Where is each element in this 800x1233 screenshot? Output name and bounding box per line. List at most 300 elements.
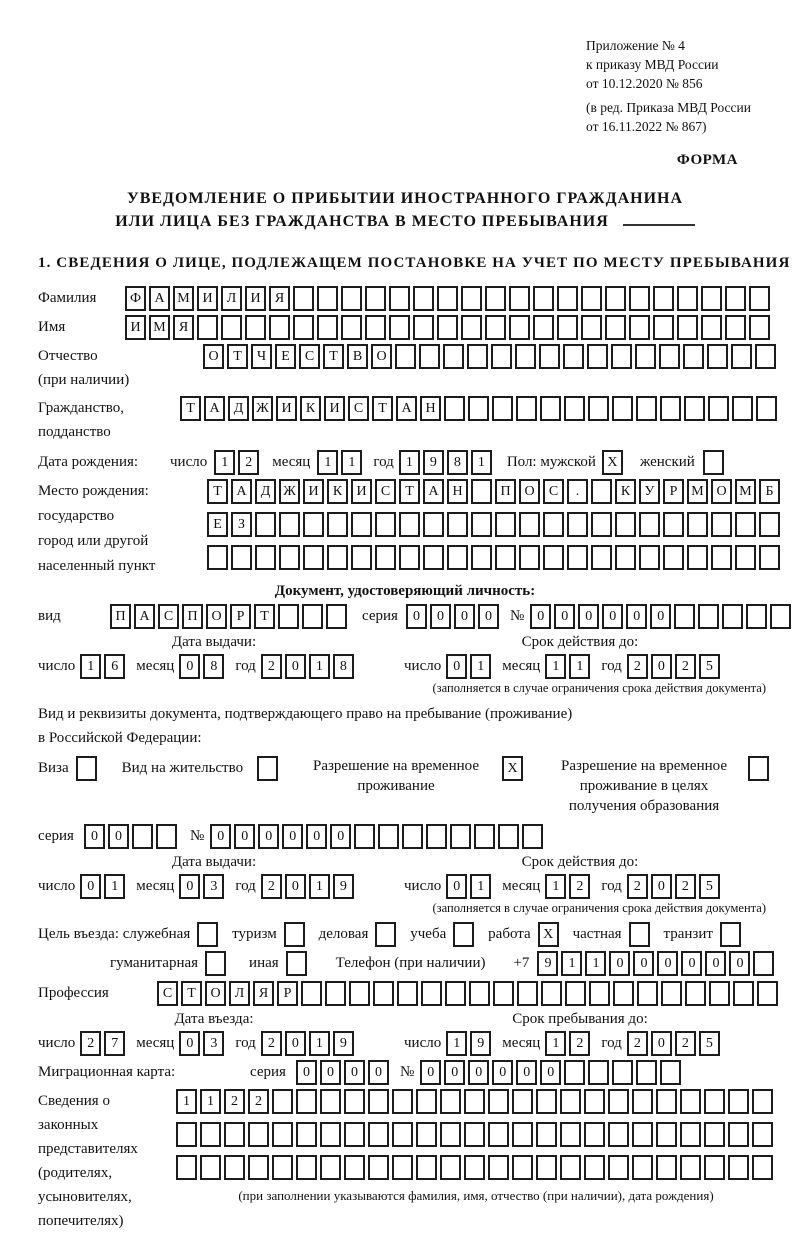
- char-cell[interactable]: [608, 1089, 629, 1114]
- char-cell[interactable]: [707, 344, 728, 369]
- char-cell[interactable]: 2: [627, 654, 648, 679]
- char-cell[interactable]: З: [231, 512, 252, 537]
- char-cell[interactable]: 0: [282, 824, 303, 849]
- char-cell[interactable]: Т: [181, 981, 202, 1006]
- char-cell[interactable]: [708, 396, 729, 421]
- char-cell[interactable]: 0: [80, 874, 101, 899]
- char-cell[interactable]: [440, 1155, 461, 1180]
- char-cell[interactable]: [677, 286, 698, 311]
- char-cell[interactable]: П: [182, 604, 203, 629]
- char-cell[interactable]: [495, 545, 516, 570]
- char-cell[interactable]: А: [149, 286, 170, 311]
- char-cell[interactable]: [752, 1089, 773, 1114]
- char-cell[interactable]: 8: [333, 654, 354, 679]
- char-cell[interactable]: [419, 344, 440, 369]
- char-cell[interactable]: 0: [657, 951, 678, 976]
- char-cell[interactable]: [437, 286, 458, 311]
- char-cell[interactable]: [301, 981, 322, 1006]
- char-cell[interactable]: [197, 922, 218, 947]
- char-cell[interactable]: [392, 1122, 413, 1147]
- char-cell[interactable]: [399, 545, 420, 570]
- char-cell[interactable]: [749, 286, 770, 311]
- char-cell[interactable]: [397, 981, 418, 1006]
- char-cell[interactable]: [512, 1122, 533, 1147]
- char-cell[interactable]: И: [197, 286, 218, 311]
- char-cell[interactable]: С: [157, 981, 178, 1006]
- char-cell[interactable]: [326, 604, 347, 629]
- char-cell[interactable]: 0: [705, 951, 726, 976]
- char-cell[interactable]: Ф: [125, 286, 146, 311]
- char-cell[interactable]: [132, 824, 153, 849]
- char-cell[interactable]: X: [538, 922, 559, 947]
- char-cell[interactable]: [587, 344, 608, 369]
- char-cell[interactable]: 1: [214, 450, 235, 475]
- char-cell[interactable]: [495, 512, 516, 537]
- char-cell[interactable]: [200, 1155, 221, 1180]
- char-cell[interactable]: [629, 315, 650, 340]
- char-cell[interactable]: [303, 545, 324, 570]
- char-cell[interactable]: [589, 981, 610, 1006]
- char-cell[interactable]: И: [125, 315, 146, 340]
- char-cell[interactable]: 2: [224, 1089, 245, 1114]
- char-cell[interactable]: [541, 981, 562, 1006]
- char-cell[interactable]: [368, 1122, 389, 1147]
- char-cell[interactable]: Т: [227, 344, 248, 369]
- char-cell[interactable]: [557, 286, 578, 311]
- char-cell[interactable]: 0: [626, 604, 647, 629]
- char-cell[interactable]: [509, 286, 530, 311]
- char-cell[interactable]: 0: [320, 1060, 341, 1085]
- char-cell[interactable]: К: [615, 479, 636, 504]
- char-cell[interactable]: [709, 981, 730, 1006]
- char-cell[interactable]: [519, 545, 540, 570]
- char-cell[interactable]: [365, 315, 386, 340]
- char-cell[interactable]: [757, 981, 778, 1006]
- char-cell[interactable]: 2: [627, 874, 648, 899]
- char-cell[interactable]: X: [602, 450, 623, 475]
- char-cell[interactable]: [375, 512, 396, 537]
- char-cell[interactable]: 9: [333, 1031, 354, 1056]
- char-cell[interactable]: Т: [323, 344, 344, 369]
- char-cell[interactable]: 1: [470, 654, 491, 679]
- char-cell[interactable]: [375, 922, 396, 947]
- char-cell[interactable]: 1: [561, 951, 582, 976]
- char-cell[interactable]: [471, 545, 492, 570]
- char-cell[interactable]: 6: [104, 654, 125, 679]
- char-cell[interactable]: 5: [699, 874, 720, 899]
- char-cell[interactable]: [421, 981, 442, 1006]
- char-cell[interactable]: [728, 1122, 749, 1147]
- char-cell[interactable]: [637, 981, 658, 1006]
- char-cell[interactable]: [663, 512, 684, 537]
- char-cell[interactable]: [540, 396, 561, 421]
- char-cell[interactable]: [416, 1122, 437, 1147]
- char-cell[interactable]: [464, 1155, 485, 1180]
- char-cell[interactable]: [368, 1089, 389, 1114]
- char-cell[interactable]: [286, 951, 307, 976]
- char-cell[interactable]: [469, 981, 490, 1006]
- char-cell[interactable]: У: [639, 479, 660, 504]
- char-cell[interactable]: [224, 1122, 245, 1147]
- char-cell[interactable]: [493, 981, 514, 1006]
- char-cell[interactable]: 1: [585, 951, 606, 976]
- char-cell[interactable]: [272, 1089, 293, 1114]
- char-cell[interactable]: [317, 286, 338, 311]
- char-cell[interactable]: А: [396, 396, 417, 421]
- char-cell[interactable]: [632, 1089, 653, 1114]
- char-cell[interactable]: [327, 512, 348, 537]
- char-cell[interactable]: [661, 981, 682, 1006]
- char-cell[interactable]: [759, 545, 780, 570]
- char-cell[interactable]: [611, 344, 632, 369]
- char-cell[interactable]: А: [134, 604, 155, 629]
- char-cell[interactable]: [536, 1122, 557, 1147]
- char-cell[interactable]: [416, 1089, 437, 1114]
- char-cell[interactable]: [732, 396, 753, 421]
- char-cell[interactable]: [704, 1122, 725, 1147]
- char-cell[interactable]: И: [276, 396, 297, 421]
- char-cell[interactable]: [284, 922, 305, 947]
- char-cell[interactable]: О: [203, 344, 224, 369]
- char-cell[interactable]: [629, 922, 650, 947]
- char-cell[interactable]: [684, 396, 705, 421]
- char-cell[interactable]: Я: [253, 981, 274, 1006]
- char-cell[interactable]: 1: [200, 1089, 221, 1114]
- char-cell[interactable]: [653, 286, 674, 311]
- char-cell[interactable]: [269, 315, 290, 340]
- char-cell[interactable]: [711, 545, 732, 570]
- char-cell[interactable]: 8: [447, 450, 468, 475]
- char-cell[interactable]: 0: [554, 604, 575, 629]
- char-cell[interactable]: [296, 1089, 317, 1114]
- char-cell[interactable]: [498, 824, 519, 849]
- char-cell[interactable]: Д: [255, 479, 276, 504]
- char-cell[interactable]: О: [711, 479, 732, 504]
- char-cell[interactable]: [248, 1122, 269, 1147]
- char-cell[interactable]: 1: [399, 450, 420, 475]
- char-cell[interactable]: Т: [254, 604, 275, 629]
- char-cell[interactable]: [635, 344, 656, 369]
- char-cell[interactable]: [293, 315, 314, 340]
- char-cell[interactable]: [221, 315, 242, 340]
- char-cell[interactable]: 0: [306, 824, 327, 849]
- char-cell[interactable]: [563, 344, 584, 369]
- char-cell[interactable]: [615, 512, 636, 537]
- char-cell[interactable]: [461, 315, 482, 340]
- char-cell[interactable]: [413, 286, 434, 311]
- char-cell[interactable]: 1: [569, 654, 590, 679]
- char-cell[interactable]: 2: [261, 874, 282, 899]
- char-cell[interactable]: 0: [468, 1060, 489, 1085]
- char-cell[interactable]: И: [324, 396, 345, 421]
- char-cell[interactable]: [612, 1060, 633, 1085]
- char-cell[interactable]: [447, 512, 468, 537]
- char-cell[interactable]: 0: [609, 951, 630, 976]
- char-cell[interactable]: Л: [229, 981, 250, 1006]
- char-cell[interactable]: [509, 315, 530, 340]
- char-cell[interactable]: [423, 512, 444, 537]
- char-cell[interactable]: И: [351, 479, 372, 504]
- char-cell[interactable]: [560, 1122, 581, 1147]
- char-cell[interactable]: 1: [309, 654, 330, 679]
- char-cell[interactable]: 0: [602, 604, 623, 629]
- char-cell[interactable]: [341, 315, 362, 340]
- char-cell[interactable]: Е: [275, 344, 296, 369]
- char-cell[interactable]: [450, 824, 471, 849]
- char-cell[interactable]: [683, 344, 704, 369]
- char-cell[interactable]: [327, 545, 348, 570]
- char-cell[interactable]: [680, 1155, 701, 1180]
- char-cell[interactable]: [392, 1155, 413, 1180]
- char-cell[interactable]: 3: [203, 1031, 224, 1056]
- char-cell[interactable]: [279, 545, 300, 570]
- char-cell[interactable]: [756, 396, 777, 421]
- char-cell[interactable]: Ж: [279, 479, 300, 504]
- char-cell[interactable]: [615, 545, 636, 570]
- char-cell[interactable]: X: [502, 756, 523, 781]
- char-cell[interactable]: 0: [446, 874, 467, 899]
- char-cell[interactable]: 0: [729, 951, 750, 976]
- char-cell[interactable]: [515, 344, 536, 369]
- char-cell[interactable]: [533, 286, 554, 311]
- char-cell[interactable]: [746, 604, 767, 629]
- char-cell[interactable]: 0: [681, 951, 702, 976]
- char-cell[interactable]: 1: [545, 1031, 566, 1056]
- char-cell[interactable]: [491, 344, 512, 369]
- char-cell[interactable]: И: [303, 479, 324, 504]
- char-cell[interactable]: 0: [430, 604, 451, 629]
- char-cell[interactable]: [560, 1155, 581, 1180]
- char-cell[interactable]: [735, 545, 756, 570]
- char-cell[interactable]: [749, 315, 770, 340]
- char-cell[interactable]: [748, 756, 769, 781]
- char-cell[interactable]: 9: [333, 874, 354, 899]
- char-cell[interactable]: [278, 604, 299, 629]
- char-cell[interactable]: [464, 1122, 485, 1147]
- char-cell[interactable]: [733, 981, 754, 1006]
- char-cell[interactable]: [632, 1122, 653, 1147]
- char-cell[interactable]: 0: [516, 1060, 537, 1085]
- char-cell[interactable]: [701, 315, 722, 340]
- char-cell[interactable]: И: [245, 286, 266, 311]
- char-cell[interactable]: [674, 604, 695, 629]
- char-cell[interactable]: [205, 951, 226, 976]
- char-cell[interactable]: [255, 545, 276, 570]
- char-cell[interactable]: [543, 512, 564, 537]
- char-cell[interactable]: [629, 286, 650, 311]
- char-cell[interactable]: [636, 396, 657, 421]
- char-cell[interactable]: 7: [104, 1031, 125, 1056]
- char-cell[interactable]: [543, 545, 564, 570]
- char-cell[interactable]: [677, 315, 698, 340]
- char-cell[interactable]: [755, 344, 776, 369]
- char-cell[interactable]: 0: [651, 1031, 672, 1056]
- char-cell[interactable]: [302, 604, 323, 629]
- char-cell[interactable]: [440, 1089, 461, 1114]
- char-cell[interactable]: А: [204, 396, 225, 421]
- char-cell[interactable]: [564, 396, 585, 421]
- char-cell[interactable]: 2: [675, 1031, 696, 1056]
- char-cell[interactable]: 0: [179, 654, 200, 679]
- char-cell[interactable]: 2: [80, 1031, 101, 1056]
- char-cell[interactable]: [581, 315, 602, 340]
- char-cell[interactable]: 9: [423, 450, 444, 475]
- char-cell[interactable]: [612, 396, 633, 421]
- char-cell[interactable]: Т: [180, 396, 201, 421]
- char-cell[interactable]: [656, 1122, 677, 1147]
- char-cell[interactable]: [389, 286, 410, 311]
- char-cell[interactable]: 0: [478, 604, 499, 629]
- char-cell[interactable]: 1: [309, 1031, 330, 1056]
- char-cell[interactable]: [200, 1122, 221, 1147]
- char-cell[interactable]: 1: [104, 874, 125, 899]
- char-cell[interactable]: [488, 1155, 509, 1180]
- char-cell[interactable]: 0: [651, 654, 672, 679]
- char-cell[interactable]: [564, 1060, 585, 1085]
- char-cell[interactable]: 1: [176, 1089, 197, 1114]
- char-cell[interactable]: [443, 344, 464, 369]
- char-cell[interactable]: 0: [578, 604, 599, 629]
- char-cell[interactable]: 1: [545, 874, 566, 899]
- char-cell[interactable]: [402, 824, 423, 849]
- char-cell[interactable]: 0: [84, 824, 105, 849]
- char-cell[interactable]: [536, 1089, 557, 1114]
- char-cell[interactable]: [698, 604, 719, 629]
- char-cell[interactable]: [605, 315, 626, 340]
- char-cell[interactable]: [447, 545, 468, 570]
- char-cell[interactable]: К: [300, 396, 321, 421]
- char-cell[interactable]: [605, 286, 626, 311]
- char-cell[interactable]: [354, 824, 375, 849]
- char-cell[interactable]: 0: [651, 874, 672, 899]
- char-cell[interactable]: [731, 344, 752, 369]
- char-cell[interactable]: С: [299, 344, 320, 369]
- char-cell[interactable]: Ч: [251, 344, 272, 369]
- char-cell[interactable]: [197, 315, 218, 340]
- char-cell[interactable]: [296, 1155, 317, 1180]
- char-cell[interactable]: Я: [173, 315, 194, 340]
- char-cell[interactable]: [485, 286, 506, 311]
- char-cell[interactable]: [722, 604, 743, 629]
- char-cell[interactable]: 1: [309, 874, 330, 899]
- char-cell[interactable]: [279, 512, 300, 537]
- char-cell[interactable]: [317, 315, 338, 340]
- char-cell[interactable]: [325, 981, 346, 1006]
- char-cell[interactable]: С: [543, 479, 564, 504]
- char-cell[interactable]: 0: [210, 824, 231, 849]
- char-cell[interactable]: Ж: [252, 396, 273, 421]
- char-cell[interactable]: О: [205, 981, 226, 1006]
- char-cell[interactable]: [581, 286, 602, 311]
- char-cell[interactable]: [445, 981, 466, 1006]
- char-cell[interactable]: Т: [399, 479, 420, 504]
- char-cell[interactable]: [351, 512, 372, 537]
- char-cell[interactable]: 0: [444, 1060, 465, 1085]
- char-cell[interactable]: П: [495, 479, 516, 504]
- char-cell[interactable]: [639, 512, 660, 537]
- char-cell[interactable]: С: [158, 604, 179, 629]
- char-cell[interactable]: [344, 1122, 365, 1147]
- char-cell[interactable]: 9: [470, 1031, 491, 1056]
- char-cell[interactable]: [303, 512, 324, 537]
- char-cell[interactable]: 5: [699, 1031, 720, 1056]
- char-cell[interactable]: 2: [261, 654, 282, 679]
- char-cell[interactable]: [516, 396, 537, 421]
- char-cell[interactable]: [701, 286, 722, 311]
- char-cell[interactable]: А: [231, 479, 252, 504]
- char-cell[interactable]: [687, 545, 708, 570]
- char-cell[interactable]: [467, 344, 488, 369]
- char-cell[interactable]: 2: [569, 874, 590, 899]
- char-cell[interactable]: [533, 315, 554, 340]
- char-cell[interactable]: 0: [420, 1060, 441, 1085]
- char-cell[interactable]: [584, 1155, 605, 1180]
- char-cell[interactable]: [680, 1089, 701, 1114]
- char-cell[interactable]: 0: [179, 874, 200, 899]
- char-cell[interactable]: [687, 512, 708, 537]
- char-cell[interactable]: Н: [420, 396, 441, 421]
- char-cell[interactable]: П: [110, 604, 131, 629]
- char-cell[interactable]: [296, 1122, 317, 1147]
- char-cell[interactable]: [720, 922, 741, 947]
- char-cell[interactable]: [378, 824, 399, 849]
- char-cell[interactable]: 2: [248, 1089, 269, 1114]
- char-cell[interactable]: [567, 512, 588, 537]
- char-cell[interactable]: [770, 604, 791, 629]
- char-cell[interactable]: [392, 1089, 413, 1114]
- char-cell[interactable]: Б: [759, 479, 780, 504]
- char-cell[interactable]: Р: [230, 604, 251, 629]
- char-cell[interactable]: [416, 1155, 437, 1180]
- char-cell[interactable]: 3: [203, 874, 224, 899]
- char-cell[interactable]: [557, 315, 578, 340]
- char-cell[interactable]: [560, 1089, 581, 1114]
- char-cell[interactable]: [591, 479, 612, 504]
- char-cell[interactable]: [588, 1060, 609, 1085]
- char-cell[interactable]: 5: [699, 654, 720, 679]
- char-cell[interactable]: [471, 479, 492, 504]
- char-cell[interactable]: [704, 1155, 725, 1180]
- char-cell[interactable]: [522, 824, 543, 849]
- char-cell[interactable]: [485, 315, 506, 340]
- char-cell[interactable]: Р: [277, 981, 298, 1006]
- char-cell[interactable]: 2: [569, 1031, 590, 1056]
- char-cell[interactable]: К: [327, 479, 348, 504]
- char-cell[interactable]: [320, 1122, 341, 1147]
- char-cell[interactable]: 0: [330, 824, 351, 849]
- char-cell[interactable]: [389, 315, 410, 340]
- char-cell[interactable]: [176, 1122, 197, 1147]
- char-cell[interactable]: 1: [545, 654, 566, 679]
- char-cell[interactable]: 1: [317, 450, 338, 475]
- char-cell[interactable]: Н: [447, 479, 468, 504]
- char-cell[interactable]: 0: [530, 604, 551, 629]
- char-cell[interactable]: [461, 286, 482, 311]
- char-cell[interactable]: [440, 1122, 461, 1147]
- char-cell[interactable]: 0: [108, 824, 129, 849]
- char-cell[interactable]: М: [173, 286, 194, 311]
- char-cell[interactable]: .: [567, 479, 588, 504]
- char-cell[interactable]: [728, 1155, 749, 1180]
- char-cell[interactable]: [567, 545, 588, 570]
- char-cell[interactable]: 0: [285, 874, 306, 899]
- char-cell[interactable]: 2: [627, 1031, 648, 1056]
- char-cell[interactable]: 0: [454, 604, 475, 629]
- char-cell[interactable]: 1: [341, 450, 362, 475]
- char-cell[interactable]: [426, 824, 447, 849]
- char-cell[interactable]: 0: [633, 951, 654, 976]
- char-cell[interactable]: Р: [663, 479, 684, 504]
